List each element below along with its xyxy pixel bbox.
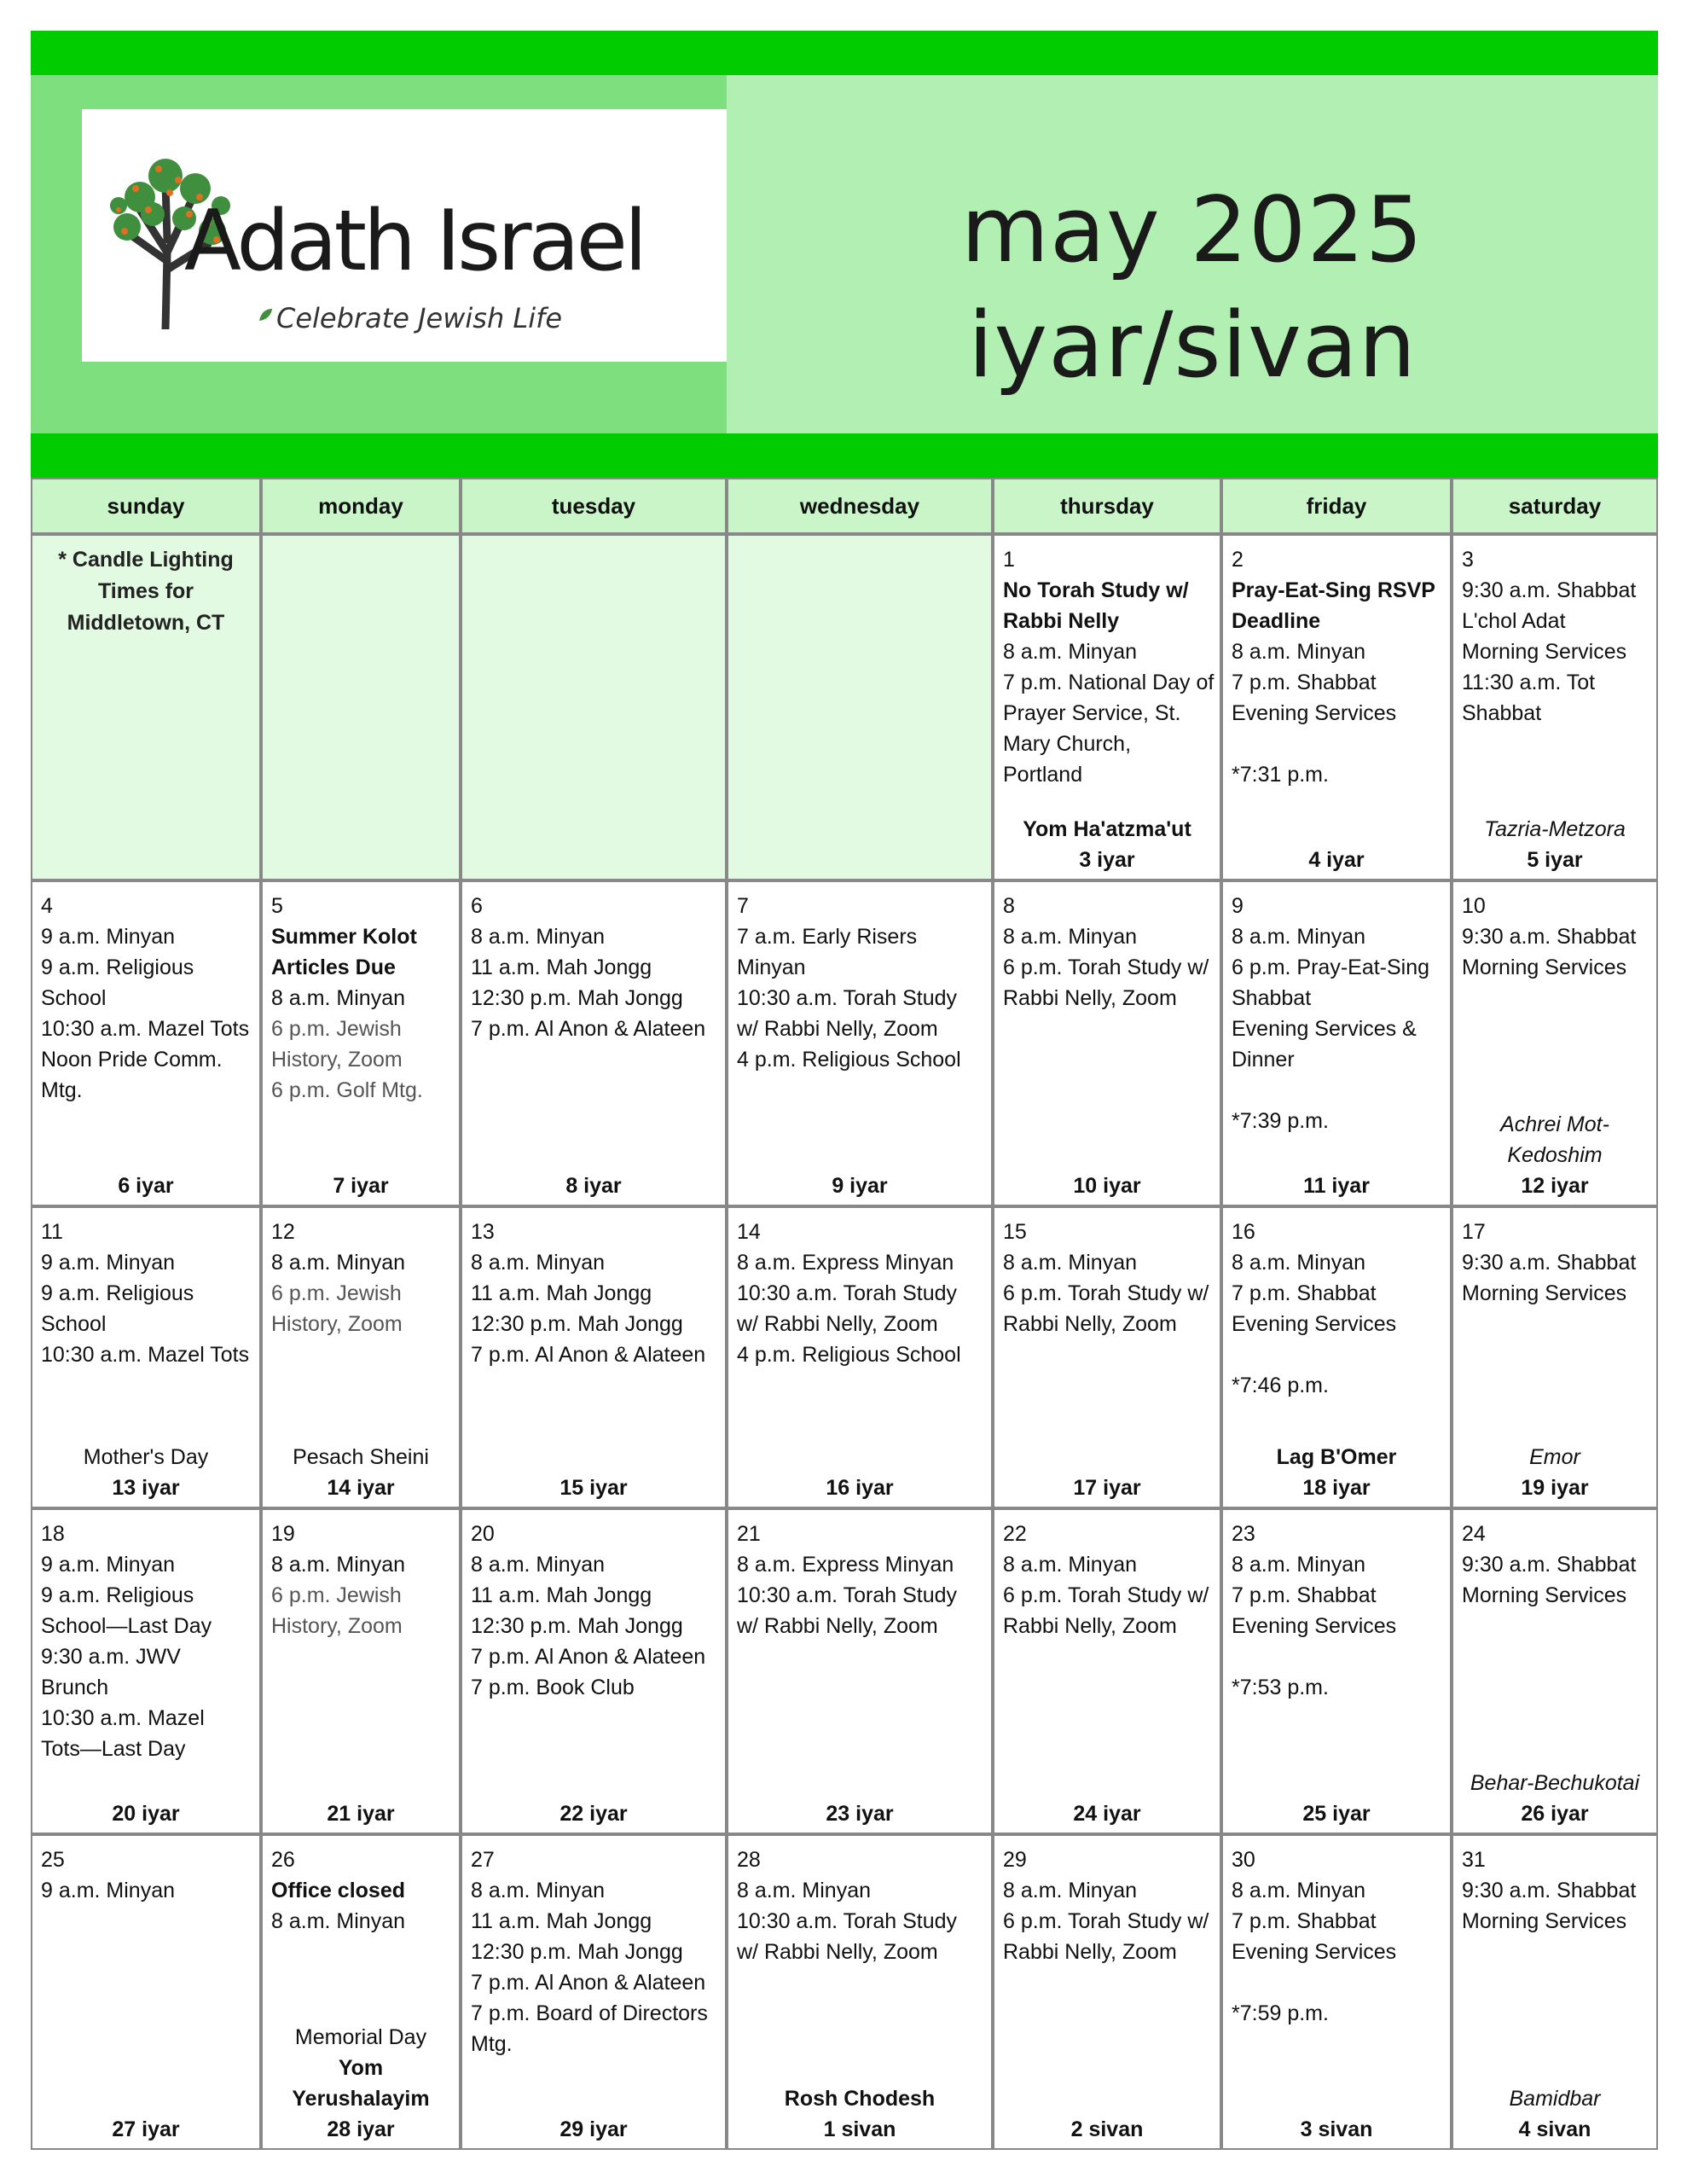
event-list bbox=[471, 1519, 723, 1703]
event-list bbox=[1232, 1519, 1448, 1703]
hebrew-month-title: iyar/sivan bbox=[968, 293, 1417, 398]
event-item: 6 p.m. Jewish History, Zoom bbox=[271, 1583, 403, 1638]
date-number: 25 bbox=[41, 1848, 65, 1872]
event-item: 8 a.m. Minyan bbox=[1232, 640, 1366, 664]
logo bbox=[82, 109, 727, 362]
event-item: 8 a.m. Minyan bbox=[1003, 640, 1138, 664]
event-list bbox=[1232, 1844, 1448, 2029]
hebrew-date: 29 iyar bbox=[559, 2117, 628, 2141]
date-number: 21 bbox=[737, 1522, 761, 1546]
day-footer bbox=[728, 1798, 991, 1829]
day-footer bbox=[1453, 1768, 1656, 1829]
event-item: 10:30 a.m. Mazel Tots bbox=[41, 1343, 250, 1367]
hebrew-date: 15 iyar bbox=[559, 1476, 628, 1500]
date-number: 4 bbox=[41, 894, 53, 918]
day-cell bbox=[31, 1508, 261, 1834]
event-list bbox=[1003, 1844, 1218, 1967]
day-cell bbox=[1452, 534, 1658, 880]
event-item: 7 p.m. Shabbat Evening Services bbox=[1232, 671, 1397, 725]
empty-day-cell bbox=[727, 534, 993, 880]
date-number: 24 bbox=[1462, 1522, 1486, 1546]
hebrew-date: 19 iyar bbox=[1521, 1476, 1589, 1500]
org-name: Adath Israel bbox=[184, 193, 645, 290]
day-cell bbox=[1452, 1206, 1658, 1508]
event-item: 8 a.m. Minyan bbox=[271, 1251, 406, 1275]
event-item: 8 a.m. Minyan bbox=[1232, 1553, 1366, 1577]
day-footer bbox=[263, 2022, 459, 2145]
event-item: 6 p.m. Golf Mtg. bbox=[271, 1078, 423, 1102]
holiday-label: Yom Ha'atzma'ut bbox=[1023, 817, 1191, 841]
event-item: 4 p.m. Religious School bbox=[737, 1343, 961, 1367]
empty-day-cell bbox=[31, 534, 261, 880]
empty-day-cell bbox=[261, 534, 461, 880]
event-item: *7:31 p.m. bbox=[1232, 763, 1329, 787]
hebrew-date: 20 iyar bbox=[112, 1802, 180, 1826]
hebrew-date: 10 iyar bbox=[1073, 1174, 1141, 1198]
day-footer bbox=[728, 1170, 991, 1201]
event-list bbox=[271, 891, 457, 1106]
event-item: 6 p.m. Pray-Eat-Sing Shabbat Evening Services & Dinner bbox=[1232, 956, 1430, 1072]
event-item: 11 a.m. Mah Jongg bbox=[471, 1583, 652, 1607]
day-cell bbox=[993, 880, 1221, 1206]
leaf-icon bbox=[258, 307, 273, 322]
day-cell bbox=[261, 1834, 461, 2150]
day-footer bbox=[728, 2083, 991, 2145]
date-number: 11 bbox=[41, 1220, 63, 1244]
event-item: *7:46 p.m. bbox=[1232, 1374, 1329, 1397]
date-number: 28 bbox=[737, 1848, 761, 1872]
hebrew-date: 27 iyar bbox=[112, 2117, 180, 2141]
event-list bbox=[41, 1844, 258, 1906]
event-item: 11 a.m. Mah Jongg bbox=[471, 1281, 652, 1305]
day-cell bbox=[1452, 880, 1658, 1206]
event-item: 7 p.m. Board of Directors Mtg. bbox=[471, 2001, 708, 2056]
event-item: 10:30 a.m. Torah Study w/ Rabbi Nelly, Zoom bbox=[737, 986, 958, 1041]
date-number: 3 bbox=[1462, 548, 1474, 572]
holiday-label: Bamidbar bbox=[1509, 2087, 1601, 2111]
event-item: 6 p.m. Torah Study w/ Rabbi Nelly, Zoom bbox=[1003, 1583, 1209, 1638]
event-list bbox=[1232, 891, 1448, 1136]
day-cell bbox=[1452, 1834, 1658, 2150]
header-logo-panel bbox=[31, 75, 727, 433]
hebrew-date: 7 iyar bbox=[333, 1174, 389, 1198]
day-footer bbox=[32, 1442, 259, 1503]
event-item: 9:30 a.m. Shabbat Morning Services bbox=[1462, 1553, 1637, 1607]
date-number: 27 bbox=[471, 1848, 495, 1872]
day-footer bbox=[1223, 1170, 1450, 1201]
day-cell bbox=[727, 880, 993, 1206]
day-cell bbox=[1221, 880, 1452, 1206]
event-item: 8 a.m. Express Minyan bbox=[737, 1553, 954, 1577]
day-footer bbox=[994, 1472, 1220, 1503]
event-item: Noon Pride Comm. Mtg. bbox=[41, 1048, 223, 1102]
hebrew-date: 4 iyar bbox=[1308, 848, 1365, 872]
holiday-label: Rosh Chodesh bbox=[784, 2087, 936, 2111]
event-item: 7 p.m. Book Club bbox=[471, 1676, 635, 1699]
date-number: 14 bbox=[737, 1220, 761, 1244]
day-footer bbox=[1223, 1442, 1450, 1503]
hebrew-date: 22 iyar bbox=[559, 1802, 628, 1826]
date-number: 5 bbox=[271, 894, 283, 918]
event-item: 10:30 a.m. Torah Study w/ Rabbi Nelly, Zoom bbox=[737, 1583, 958, 1638]
event-list bbox=[1232, 544, 1448, 790]
header-title-panel bbox=[727, 75, 1658, 433]
day-cell bbox=[261, 1206, 461, 1508]
hebrew-date: 1 sivan bbox=[823, 2117, 896, 2141]
event-item: 7 p.m. National Day of Prayer Service, St. Mary Church, Portland bbox=[1003, 671, 1215, 787]
event-item: 8 a.m. Minyan bbox=[1003, 1879, 1138, 1902]
day-cell bbox=[993, 534, 1221, 880]
event-item: 8 a.m. Minyan bbox=[1003, 1553, 1138, 1577]
event-item: 8 a.m. Express Minyan bbox=[737, 1251, 954, 1275]
event-item: 9 a.m. Minyan bbox=[41, 1879, 176, 1902]
hebrew-date: 25 iyar bbox=[1302, 1802, 1371, 1826]
event-item: 12:30 p.m. Mah Jongg bbox=[471, 1312, 683, 1336]
event-item: 7 p.m. Shabbat Evening Services bbox=[1232, 1583, 1397, 1638]
hebrew-date: 5 iyar bbox=[1527, 848, 1583, 872]
event-item: 8 a.m. Minyan bbox=[1232, 1879, 1366, 1902]
day-header-thursday: thursday bbox=[993, 478, 1221, 534]
event-item: 10:30 a.m. Mazel Tots bbox=[41, 1017, 250, 1041]
day-cell bbox=[461, 1206, 727, 1508]
day-cell bbox=[461, 880, 727, 1206]
event-list bbox=[471, 1217, 723, 1370]
day-footer bbox=[32, 2114, 259, 2145]
day-footer bbox=[728, 1472, 991, 1503]
event-item: 10:30 a.m. Torah Study w/ Rabbi Nelly, Zoom bbox=[737, 1281, 958, 1336]
event-list bbox=[1462, 891, 1655, 983]
hebrew-date: 21 iyar bbox=[327, 1802, 395, 1826]
day-footer bbox=[32, 1798, 259, 1829]
event-list bbox=[737, 1217, 989, 1370]
date-number: 19 bbox=[271, 1522, 295, 1546]
day-cell bbox=[1221, 534, 1452, 880]
event-item: 9:30 a.m. Shabbat Morning Services bbox=[1462, 1879, 1637, 1933]
event-list bbox=[1462, 544, 1655, 729]
holiday-label: Mother's Day bbox=[83, 1445, 209, 1469]
day-header-monday: monday bbox=[261, 478, 461, 534]
event-item: 7 p.m. Al Anon & Alateen bbox=[471, 1017, 706, 1041]
day-footer bbox=[462, 1798, 725, 1829]
event-item: 6 p.m. Torah Study w/ Rabbi Nelly, Zoom bbox=[1003, 956, 1209, 1010]
hebrew-date: 3 sivan bbox=[1300, 2117, 1373, 2141]
day-header-saturday: saturday bbox=[1452, 478, 1658, 534]
hebrew-date: 2 sivan bbox=[1070, 2117, 1144, 2141]
event-list bbox=[271, 1519, 457, 1641]
hebrew-date: 13 iyar bbox=[112, 1476, 180, 1500]
event-item: 8 a.m. Minyan bbox=[471, 1251, 606, 1275]
date-number: 7 bbox=[737, 894, 749, 918]
event-list bbox=[271, 1844, 457, 1937]
event-item: 8 a.m. Minyan bbox=[1003, 1251, 1138, 1275]
date-number: 6 bbox=[471, 894, 483, 918]
holiday-label: Yom Yerushalayim bbox=[292, 2056, 430, 2111]
day-footer bbox=[462, 1472, 725, 1503]
day-footer bbox=[1453, 1109, 1656, 1201]
day-cell bbox=[461, 1834, 727, 2150]
day-cell bbox=[31, 1834, 261, 2150]
candle-lighting-note: * Candle Lighting Times for Middletown, CT bbox=[58, 548, 234, 635]
hebrew-date: 6 iyar bbox=[118, 1174, 174, 1198]
day-cell bbox=[261, 880, 461, 1206]
day-cell bbox=[993, 1206, 1221, 1508]
hebrew-date: 16 iyar bbox=[826, 1476, 894, 1500]
event-list bbox=[1462, 1217, 1655, 1309]
date-number: 17 bbox=[1462, 1220, 1486, 1244]
event-list bbox=[271, 1217, 457, 1339]
hebrew-date: 12 iyar bbox=[1521, 1174, 1589, 1198]
date-number: 12 bbox=[271, 1220, 295, 1244]
day-header-sunday: sunday bbox=[31, 478, 261, 534]
event-item: *7:39 p.m. bbox=[1232, 1109, 1329, 1133]
event-item: 9:30 a.m. Shabbat L'chol Adat Morning Services bbox=[1462, 578, 1637, 664]
hebrew-date: 4 sivan bbox=[1518, 2117, 1591, 2141]
event-list bbox=[471, 1844, 723, 2059]
event-list bbox=[41, 1217, 258, 1370]
event-item: Pray-Eat-Sing RSVP Deadline bbox=[1232, 578, 1435, 633]
event-item: 6 p.m. Torah Study w/ Rabbi Nelly, Zoom bbox=[1003, 1281, 1209, 1336]
event-item: 8 a.m. Minyan bbox=[471, 1879, 606, 1902]
day-cell bbox=[1221, 1206, 1452, 1508]
holiday-label: Behar-Bechukotai bbox=[1470, 1771, 1640, 1795]
hebrew-date: 9 iyar bbox=[832, 1174, 888, 1198]
event-item: 11 a.m. Mah Jongg bbox=[471, 1909, 652, 1933]
day-header-friday: friday bbox=[1221, 478, 1452, 534]
day-footer bbox=[994, 814, 1220, 875]
day-cell bbox=[31, 1206, 261, 1508]
event-list bbox=[737, 891, 989, 1075]
date-number: 31 bbox=[1462, 1848, 1486, 1872]
event-item: 6 p.m. Jewish History, Zoom bbox=[271, 1281, 403, 1336]
event-item: 8 a.m. Minyan bbox=[471, 925, 606, 949]
event-item: *7:53 p.m. bbox=[1232, 1676, 1329, 1699]
event-item: 9 a.m. Religious School bbox=[41, 1281, 194, 1336]
day-cell bbox=[993, 1834, 1221, 2150]
event-list bbox=[1232, 1217, 1448, 1401]
event-list bbox=[1003, 1519, 1218, 1641]
holiday-label: Achrei Mot- Kedoshim bbox=[1500, 1112, 1609, 1167]
event-item: 7 p.m. Shabbat Evening Services bbox=[1232, 1909, 1397, 1964]
event-item: 8 a.m. Minyan bbox=[1232, 1251, 1366, 1275]
event-item: 12:30 p.m. Mah Jongg bbox=[471, 1614, 683, 1638]
day-footer bbox=[994, 1798, 1220, 1829]
event-item: 8 a.m. Minyan bbox=[471, 1553, 606, 1577]
event-item: 8 a.m. Minyan bbox=[271, 986, 406, 1010]
hebrew-date: 17 iyar bbox=[1073, 1476, 1141, 1500]
day-cell bbox=[461, 1508, 727, 1834]
hebrew-date: 26 iyar bbox=[1521, 1802, 1589, 1826]
hebrew-date: 14 iyar bbox=[327, 1476, 395, 1500]
event-item: 11:30 a.m. Tot Shabbat bbox=[1462, 671, 1596, 725]
date-number: 9 bbox=[1232, 894, 1244, 918]
day-header-wednesday: wednesday bbox=[727, 478, 993, 534]
event-item: 7 p.m. Al Anon & Alateen bbox=[471, 1343, 706, 1367]
event-item: 9 a.m. Religious School bbox=[41, 956, 194, 1010]
day-footer bbox=[462, 1170, 725, 1201]
event-list bbox=[471, 891, 723, 1044]
event-list bbox=[1003, 891, 1218, 1014]
event-item: No Torah Study w/ Rabbi Nelly bbox=[1003, 578, 1189, 633]
calendar-page bbox=[31, 31, 1658, 2150]
day-cell bbox=[727, 1508, 993, 1834]
holiday-label: Emor bbox=[1529, 1445, 1580, 1469]
day-footer bbox=[994, 1170, 1220, 1201]
holiday-label: Memorial Day bbox=[294, 2025, 427, 2049]
day-cell bbox=[993, 1508, 1221, 1834]
day-header-tuesday: tuesday bbox=[461, 478, 727, 534]
date-number: 2 bbox=[1232, 548, 1244, 572]
event-item: 7 p.m. Al Anon & Alateen bbox=[471, 1645, 706, 1669]
hebrew-date: 23 iyar bbox=[826, 1802, 894, 1826]
date-number: 1 bbox=[1003, 548, 1015, 572]
event-item: 8 a.m. Minyan bbox=[1003, 925, 1138, 949]
day-footer bbox=[263, 1442, 459, 1503]
day-footer bbox=[263, 1170, 459, 1201]
event-item: *7:59 p.m. bbox=[1232, 2001, 1329, 2025]
month-title: may 2025 bbox=[960, 177, 1424, 282]
event-item: 6 p.m. Jewish History, Zoom bbox=[271, 1017, 403, 1072]
event-list bbox=[1462, 1844, 1655, 1937]
date-number: 18 bbox=[41, 1522, 65, 1546]
event-item: 8 a.m. Minyan bbox=[271, 1553, 406, 1577]
day-footer bbox=[462, 2114, 725, 2145]
event-item: 12:30 p.m. Mah Jongg bbox=[471, 1940, 683, 1964]
event-item: 10:30 a.m. Mazel Tots—Last Day bbox=[41, 1706, 205, 1761]
event-item: 8 a.m. Minyan bbox=[737, 1879, 872, 1902]
empty-day-cell bbox=[461, 534, 727, 880]
event-item: 7 p.m. Shabbat Evening Services bbox=[1232, 1281, 1397, 1336]
day-footer bbox=[32, 1170, 259, 1201]
day-footer bbox=[1223, 2114, 1450, 2145]
day-footer bbox=[1223, 1798, 1450, 1829]
day-cell bbox=[727, 1834, 993, 2150]
event-item: 7 a.m. Early Risers Minyan bbox=[737, 925, 918, 979]
hebrew-date: 11 iyar bbox=[1303, 1174, 1370, 1198]
event-list bbox=[737, 1844, 989, 1967]
day-cell bbox=[31, 880, 261, 1206]
day-cell bbox=[1452, 1508, 1658, 1834]
date-number: 15 bbox=[1003, 1220, 1027, 1244]
event-item: 7 p.m. Al Anon & Alateen bbox=[471, 1971, 706, 1995]
date-number: 10 bbox=[1462, 894, 1486, 918]
hebrew-date: 8 iyar bbox=[565, 1174, 622, 1198]
mid-green-bar bbox=[31, 433, 1658, 478]
day-cell bbox=[727, 1206, 993, 1508]
date-number: 29 bbox=[1003, 1848, 1027, 1872]
hebrew-date: 3 iyar bbox=[1079, 848, 1135, 872]
date-number: 20 bbox=[471, 1522, 495, 1546]
event-list bbox=[737, 1519, 989, 1641]
event-item: 9:30 a.m. JWV Brunch bbox=[41, 1645, 181, 1699]
date-number: 26 bbox=[271, 1848, 295, 1872]
event-list bbox=[41, 891, 258, 1106]
holiday-label: Pesach Sheini bbox=[293, 1445, 429, 1469]
date-number: 13 bbox=[471, 1220, 495, 1244]
calendar-grid bbox=[31, 478, 1658, 2150]
event-item: 10:30 a.m. Torah Study w/ Rabbi Nelly, Zoom bbox=[737, 1909, 958, 1964]
date-number: 23 bbox=[1232, 1522, 1255, 1546]
hebrew-date: 24 iyar bbox=[1073, 1802, 1141, 1826]
day-cell bbox=[1221, 1834, 1452, 2150]
day-footer bbox=[1453, 2083, 1656, 2145]
tagline: Celebrate Jewish Life bbox=[276, 302, 563, 334]
event-item: 9:30 a.m. Shabbat Morning Services bbox=[1462, 925, 1637, 979]
day-cell bbox=[1221, 1508, 1452, 1834]
date-number: 30 bbox=[1232, 1848, 1255, 1872]
day-footer bbox=[994, 2114, 1220, 2145]
holiday-label: Lag B'Omer bbox=[1276, 1445, 1397, 1469]
event-item: 8 a.m. Minyan bbox=[1232, 925, 1366, 949]
hebrew-date: 18 iyar bbox=[1302, 1476, 1371, 1500]
event-item: 9:30 a.m. Shabbat Morning Services bbox=[1462, 1251, 1637, 1305]
day-footer bbox=[1453, 814, 1656, 875]
date-number: 16 bbox=[1232, 1220, 1255, 1244]
event-item: 11 a.m. Mah Jongg bbox=[471, 956, 652, 979]
event-item: 9 a.m. Minyan bbox=[41, 1251, 176, 1275]
event-item: 12:30 p.m. Mah Jongg bbox=[471, 986, 683, 1010]
top-green-bar bbox=[31, 31, 1658, 75]
day-footer bbox=[263, 1798, 459, 1829]
event-list bbox=[1003, 544, 1218, 790]
event-item: 9 a.m. Minyan bbox=[41, 1553, 176, 1577]
event-list bbox=[41, 1519, 258, 1764]
day-footer bbox=[1453, 1442, 1656, 1503]
event-item: 9 a.m. Minyan bbox=[41, 925, 176, 949]
event-item: 4 p.m. Religious School bbox=[737, 1048, 961, 1072]
day-footer bbox=[1223, 845, 1450, 875]
date-number: 22 bbox=[1003, 1522, 1027, 1546]
date-number: 8 bbox=[1003, 894, 1015, 918]
event-item: 8 a.m. Minyan bbox=[271, 1909, 406, 1933]
event-item: Office closed bbox=[271, 1879, 405, 1902]
event-item: 6 p.m. Torah Study w/ Rabbi Nelly, Zoom bbox=[1003, 1909, 1209, 1964]
event-list bbox=[1003, 1217, 1218, 1339]
event-list bbox=[1462, 1519, 1655, 1611]
hebrew-date: 28 iyar bbox=[327, 2117, 395, 2141]
event-item: 9 a.m. Religious School—Last Day bbox=[41, 1583, 212, 1638]
holiday-label: Tazria-Metzora bbox=[1484, 817, 1626, 841]
day-cell bbox=[261, 1508, 461, 1834]
event-item: Summer Kolot Articles Due bbox=[271, 925, 417, 979]
